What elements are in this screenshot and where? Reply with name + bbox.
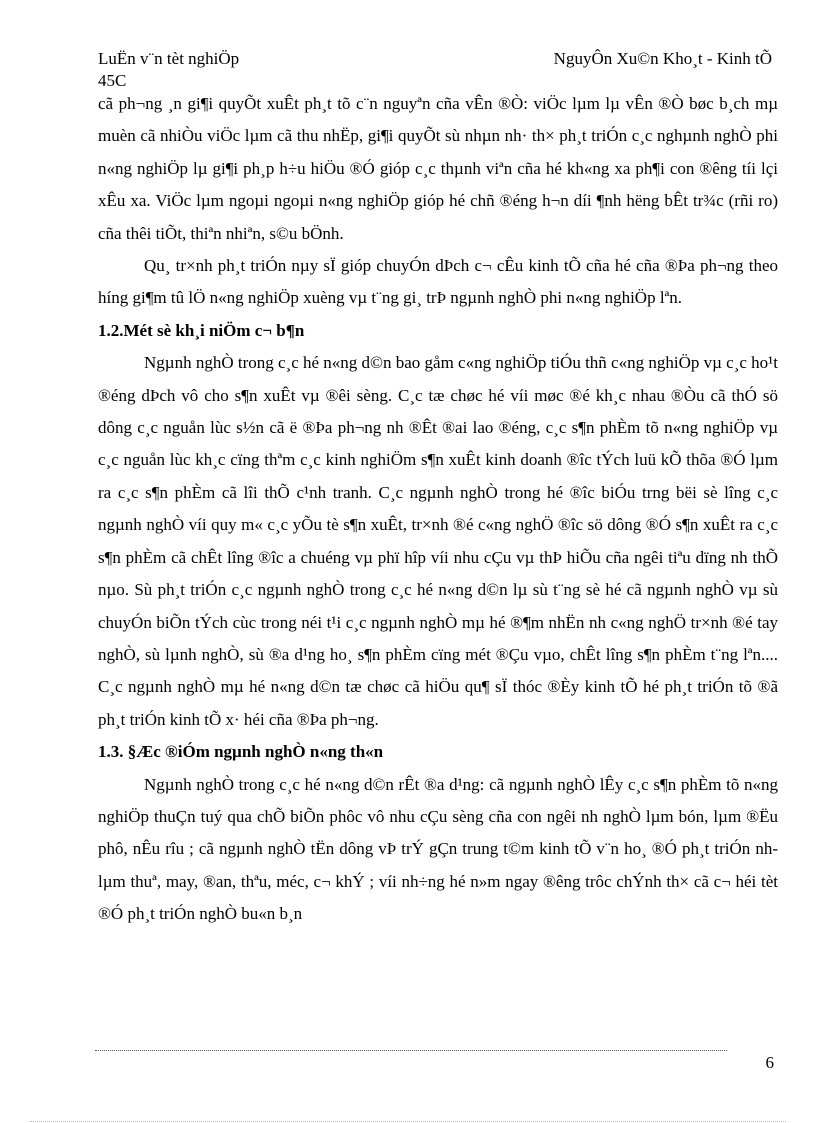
paragraph-3: Ngµnh nghÒ trong c¸c hé n«ng d©n bao gåm c«ng nghiÖp tiÓu thñ c«ng nghiÖp vµ c¸c ho¹t ®éng dÞch vô cho s¶n xuÊt vµ ®êi sèng. C¸c tæ chøc hé víi møc ®é kh¸c nhau ®Òu cã thÓ sö dông c¸c nguån lùc s½n cã ë ®Þa ph¬ng nh ®Êt ®ai lao ®éng, c¸c s¶n phÈm tõ n«ng nghiÖp vµ c¸c nguån lùc kh¸c cïng thªm c¸c kinh nghiÖm s¶n xuÊt kinh doanh ®îc tÝch luü kÕ thõa ®Ó lµm ra c¸c s¶n phÈm cã lîi thÕ c¹nh tranh. C¸c ngµnh nghÒ trong hé ®îc biÓu trng bëi sè lîng c¸c ngµnh nghÒ víi quy m« c¸c yÕu tè s¶n xuÊt, tr×nh ®é c«ng nghÖ ®îc sö dông ®Ó s¶n xuÊt ra c¸c s¶n phÈm cã chÊt lîng ®îc a chuéng vµ phï hîp víi nhu cÇu vµ thÞ hiÕu cña ngêi tiªu dïng nh thÕ nµo. Sù ph¸t triÓn c¸c ngµnh nghÒ trong c¸c hé n«ng d©n lµ sù t¨ng sè hé cã ngµnh nghÒ vµ sù chuyÓn biÕn tÝch cùc trong néi t¹i c¸c ngµnh nghÒ mµ hé ®¶m nhËn nh c«ng nghÖ tr×nh ®é tay nghÒ, sù lµnh nghÒ, sù ®a d¹ng ho¸ s¶n phÈm cïng mét ®Çu vµo, chÊt lîng s¶n phÈm t¨ng lªn.... C¸c ngµnh nghÒ mµ hé n«ng d©n tæ chøc cã hiÖu qu¶ sÏ thóc ®Èy kinh tÕ hé ph¸t triÓn tõ ®ã ph¸t triÓn kinh tÕ x· héi cña ®Þa ph¬ng.: [98, 353, 778, 729]
paragraph-1: cã ph¬ng ¸n gi¶i quyÕt xuÊt ph¸t tõ c¨n nguyªn cña vÊn ®Ò: viÖc lµm lµ vÊn ®Ò bøc b¸ch mµ muèn cã nhiÒu viÖc lµm cã thu nhËp, gi¶i quyÕt sù nhµn nh· th× ph¸t triÓn c¸c nghµnh nghÒ phi n«ng nghiÖp lµ gi¶i ph¸p h÷u hiÖu ®Ó gióp c¸c thµnh viªn cña hé kh«ng xa ph¶i con ®êng tíi lçi xÊu xa. ViÖc lµm ngoµi ngoµi n«ng nghiÖp gióp hé chñ ®éng h¬n díi ¶nh hëng bÊt tr¾c (rñi ro) cña thêi tiÕt, thiªn nhiªn, s©u bÖnh.: [98, 94, 778, 243]
section-heading-1-3: 1.3. §Æc ®iÓm ngµnh nghÒ n«ng th«n: [98, 742, 384, 762]
page-number: 6: [765, 1053, 774, 1072]
paragraph-2: Qu¸ tr×nh ph¸t triÓn nµy sÏ gióp chuyÓn dÞch c¬ cÊu kinh tÕ cña hé cña ®Þa ph¬ng theo híng gi¶m tû lÖ n«ng nghiÖp xuèng vµ t¨ng gi¸ trÞ ngµnh nghÒ phi n«ng nghiÖp lªn.: [98, 256, 778, 308]
header-thesis-label: LuËn v¨n tèt nghiÖp: [98, 49, 240, 68]
header-author: NguyÔn Xu©n Kho¸t - Kinh tÕ: [553, 49, 772, 68]
paragraph-4: Ngµnh nghÒ trong c¸c hé n«ng d©n rÊt ®a d¹ng: cã ngµnh nghÒ lÊy c¸c s¶n phÈm tõ n«ng nghiÖp thuÇn tuý qua chÕ biÕn phôc vô nhu cÇu sèng cña con ngêi nh nghÒ lµm bón, lµm ®Ëu phô, nÊu rîu ; cã ngµnh nghÒ tËn dông vÞ trÝ gÇn trung t©m kinh tÕ v¨n ho¸ ®Ó ph¸t triÓn nh lµm thuª, may, ®an, thªu, méc, c¬ khÝ ; víi nh÷ng hé n»m ngay ®êng trôc chÝnh th× cã c¬ héi tèt ®Ó ph¸t triÓn nghÒ bu«n b¸n: [98, 774, 778, 924]
header-class-label: 45C: [98, 71, 127, 90]
page-header: [98, 48, 778, 92]
section-heading-1-2: 1.2.Mét sè kh¸i niÖm c¬ b¶n: [98, 320, 305, 340]
footer-divider: [95, 1050, 727, 1051]
page-bottom-edge: [30, 1121, 786, 1122]
document-body: [98, 88, 778, 931]
